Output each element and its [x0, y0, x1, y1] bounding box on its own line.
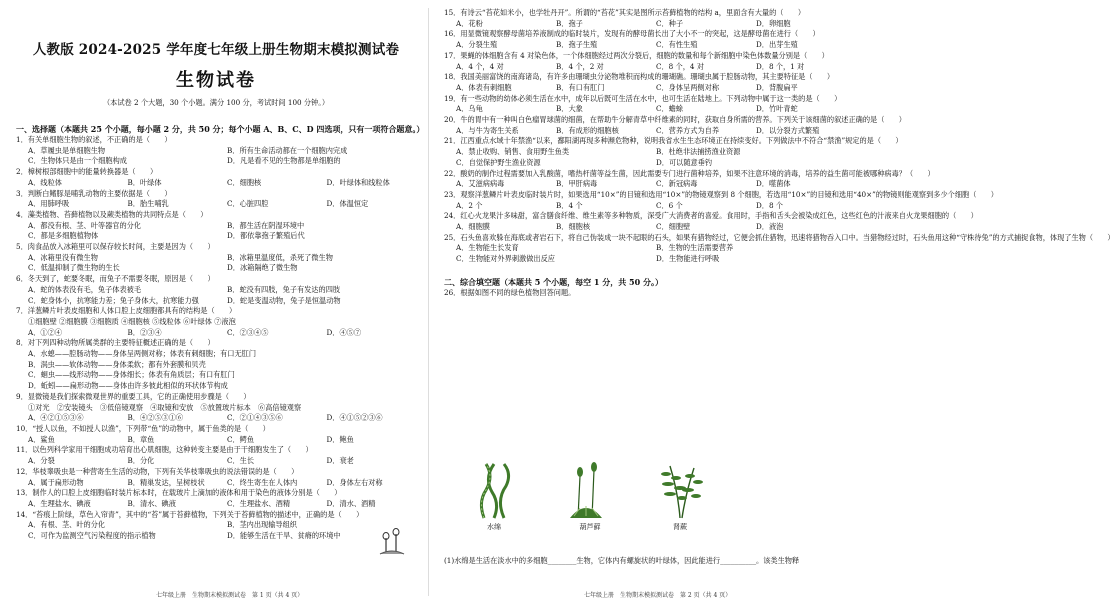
answer-option: B．④②⑤③①⑥ [127, 413, 184, 423]
answer-option: C．细胞核 [227, 177, 262, 187]
answer-option: C．蛔虫——线形动物——身体细长；体表有角质层；有口有肛门 [28, 370, 235, 380]
answer-option: A．与牛为寄生关系 [456, 125, 519, 135]
question-stem: 12．华枝睾吸虫是一种营寄生生活的动物，下列有关华枝睾吸虫的说法错误的是（ ） [16, 466, 299, 476]
exam-subtitle: 生物试卷 [176, 70, 256, 91]
question-options [16, 178, 426, 189]
answer-option: A．水螅——腔肠动物——身体呈两侧对称；体表有刺细胞；有口无肛门 [28, 349, 257, 359]
question-options [16, 435, 426, 446]
question-options [16, 403, 426, 414]
question-stem: 19．有一些动物的幼体必须生活在水中，成年以后既可生活在水中，也可生活在陆地上。下列动物中属于这一类的是（ ） [444, 93, 842, 103]
answer-option: C．鳄鱼 [227, 434, 255, 444]
answer-option: A．4 个，4 对 [456, 61, 504, 71]
question-options [16, 221, 426, 242]
answer-option: A．都没有根、茎、叶等器官的分化 [28, 220, 142, 230]
answer-option: B．有成形的细胞核 [556, 125, 619, 135]
question-stem: 17．果蝇的体细胞含有 4 对染色体，一个体细胞经过两次分裂后，细胞的数量和每个新细胞中染色体数量分别是（ ） [444, 50, 829, 60]
answer-option: D．蛇是变温动物，兔子是恒温动物 [227, 295, 341, 305]
answer-option: A．生物能生长发育 [456, 243, 519, 253]
question-stem: 20．牛的胃中有一种叫白色瘤胃球菌的细菌，在帮助牛分解青草中纤维素的同时，获取自身所需的营养。下列关于该细菌的叙述正确的是（ ） [444, 115, 906, 125]
answer-option: D．叶绿体和线粒体 [326, 177, 390, 187]
question-stem: 15．有诗云“苔花如米小，也学牡丹开”。所谓的“苔花”其实是图所示苔藓植物的结构 a，里面含有大量的（ ） [444, 8, 806, 17]
question-options [16, 413, 426, 424]
question-stem: 6．冬天到了，蛇要冬眠，而兔子不需要冬眠，原因是（ ） [16, 274, 215, 284]
question-stem: 2．樟树根部细胞中的能量转换器是（ ） [16, 167, 158, 177]
answer-option: D．衰老 [326, 456, 354, 466]
answer-option: C．低温抑制了微生物的生长 [28, 263, 120, 273]
question-options [444, 147, 856, 168]
answer-option: B．甲肝病毒 [556, 179, 598, 189]
answer-option: D．以分裂方式繁殖 [756, 125, 820, 135]
fern-illustration [650, 462, 710, 542]
question-options [444, 104, 856, 115]
answer-option: A．鲨鱼 [28, 434, 55, 444]
question-stem: 24．红心火龙果汁多味甜，富含膳食纤维、维生素等多种物质，深受广大消费者的喜爱。食用时，手指和舌头会被染成红色，这些红色的汁液来自火龙果细胞的（ ） [444, 211, 978, 221]
question-options [444, 62, 856, 73]
question-stem: 11．以色列科学家用干细胞成功培育出心肌细胞，这种转变主要是由于干细胞发生了（ ） [16, 445, 313, 455]
answer-option: C．8 个，4 对 [656, 61, 704, 71]
answer-option: C．6 个 [656, 200, 683, 210]
answer-option: B．涡虫——软体动物——身体柔软；都有外套膜和贝壳 [28, 359, 206, 369]
answer-option: D．体温恒定 [326, 199, 369, 209]
question-options [16, 499, 426, 510]
question-options [16, 285, 426, 306]
answer-option: A．2 个 [456, 200, 483, 210]
answer-option: C．身体呈两侧对称 [656, 82, 720, 92]
answer-option: D．④⑤⑦ [326, 327, 362, 337]
answer-option: B．茎内出现输导组织 [227, 520, 297, 530]
page-one-footer: 七年级上册 生物期末模拟测试卷 第 1 页（共 4 页） [156, 592, 304, 599]
section-one-heading: 一、选择题（本题共 25 个小题，每小题 2 分，共 50 分；每个小题 A、B、C、D 四选项，只有一项符合题意。） [16, 124, 425, 134]
answer-option: B．章鱼 [127, 434, 155, 444]
question-stem: 23．观察洋葱鳞片叶表皮临时装片时，如果选用“10×”的目镜和选用“10×”的物镜观察到 8 个细胞，若选用“10×”的目镜和选用“40×”的物镜则能观察到多少个细胞（ ） [444, 189, 998, 199]
plant-label-0: 水绵 [487, 523, 501, 531]
exam-title: 人教版 2024-2025 学年度七年级上册生物期末模拟测试卷 [32, 42, 400, 58]
question-options [16, 456, 426, 467]
answer-option: D．8 个，1 对 [756, 61, 805, 71]
answer-option: C．自觉保护野生渔业资源 [456, 157, 541, 167]
answer-option: C．种子 [656, 18, 684, 28]
answer-option: B．生物的生活需要营养 [656, 243, 734, 253]
question-options [16, 317, 426, 328]
answer-option: D．④①⑤②③⑥ [326, 413, 383, 423]
question-26: 26．根据如图不同的绿色植物回答问题。 [444, 287, 576, 297]
answer-option: A．用肺呼吸 [28, 199, 70, 209]
answer-option: A．生理盐水、碘液 [28, 498, 91, 508]
answer-option: D．清水、酒精 [326, 498, 376, 508]
answer-option: C．生物能对外界刺激做出反应 [456, 254, 555, 264]
answer-option: D．鲍鱼 [326, 434, 354, 444]
answer-option: A．艾滋病病毒 [456, 179, 505, 189]
answer-option: D．噬菌体 [756, 179, 791, 189]
column-divider [428, 8, 429, 596]
page-two [434, 0, 1115, 608]
answer-option: C．细胞壁 [656, 222, 691, 232]
answer-option: A．分裂生殖 [456, 40, 498, 50]
question-stem: 8．对下列四种动物所属类群的主要特征概述正确的是（ ） [16, 338, 215, 348]
answer-option: C．生物体只是由一个细胞构成 [28, 156, 127, 166]
question-stem: 5．肉食品放入冰箱里可以保存较长时间，主要是因为（ ） [16, 242, 215, 252]
question-stem: 21．江西重点水域十年禁渔“以来，鄱阳湖再现多种濒危物种，说明我省水生生态环境正在持续变好。下列做法中不符合“禁渔”规定的是（ ） [444, 136, 903, 146]
moss-illustration [378, 526, 406, 556]
answer-option: B．4 个，2 对 [556, 61, 604, 71]
answer-option: C．都是多细胞植物体 [28, 231, 99, 241]
left-question-list [16, 135, 426, 542]
answer-option: C．生理盐水、酒精 [227, 498, 291, 508]
answer-option: B．所有生命活动都在一个细胞内完成 [227, 145, 348, 155]
section-two-heading: 二、综合填空题（本题共 5 个小题，每空 1 分，共 50 分。） [444, 276, 663, 287]
answer-option: B．精巢发达，呈树枝状 [127, 477, 205, 487]
question-options [444, 83, 856, 94]
answer-option: A．体表有刺细胞 [456, 82, 512, 92]
answer-option: A．细胞膜 [456, 222, 490, 232]
question-options [444, 126, 856, 137]
answer-option: D．都依靠孢子繁殖后代 [227, 231, 305, 241]
answer-option: D．生物能进行呼吸 [656, 254, 720, 264]
answer-option: A．有根、茎、叶的分化 [28, 520, 106, 530]
answer-option: A．乌龟 [456, 104, 483, 114]
question-options [16, 520, 426, 541]
answer-option: B．清水、碘液 [127, 498, 176, 508]
answer-option: D．冰箱隔绝了微生物 [227, 263, 298, 273]
right-question-flow [444, 8, 1115, 299]
question-stem: 1．有关单细胞生物的叙述，不正确的是（ ） [16, 135, 172, 144]
answer-option: D．竹叶青蛇 [756, 104, 798, 114]
question-options [16, 253, 426, 274]
answer-option: B．分化 [127, 456, 155, 466]
question-stem: 18．我国美丽富饶的南海诸岛，有许多由珊瑚虫分泌物堆积而构成的珊瑚礁。珊瑚虫属于腔肠动物，其主要特征是（ ） [444, 72, 835, 82]
question-options [16, 478, 426, 489]
water-silk-illustration [470, 462, 530, 542]
answer-option: C．营养方式为自养 [656, 125, 720, 135]
answer-option: D．液泡 [756, 222, 784, 232]
answer-option: B．蛇没有四肢，兔子有发达的四肢 [227, 284, 341, 294]
question-options [16, 328, 426, 339]
answer-option: B．②③④ [127, 327, 162, 337]
question-options [444, 40, 856, 51]
answer-option: A．冰箱里没有微生物 [28, 252, 98, 262]
answer-option: C．蛇身体小，抗寒能力差；兔子身体大，抗寒能力强 [28, 295, 199, 305]
answer-option: ①对光 ②安装镜头 ③低倍镜观察 ④取镜和安放 ⑤放置玻片标本 ⑥高倍镜观察 [28, 402, 302, 412]
answer-option: C．终生寄生在人体内 [227, 477, 298, 487]
answer-option: A．草履虫是单细胞生物 [28, 145, 106, 155]
answer-option: C．有性生殖 [656, 40, 698, 50]
answer-option: A．①②④ [28, 327, 62, 337]
answer-option: D．蚯蚓——扁形动物——身体由许多彼此相似的环状体节构成 [28, 381, 228, 391]
question-stem: 4．藻类植物、苔藓植物以及蕨类植物的共同特点是（ ） [16, 209, 208, 219]
question-stem: 25．石头鱼喜欢躲在海底或者岩石下，将自己伪装成一块不起眼的石头，如果有猎物经过，它便会抓住猎物，迅速将猎物吞入口中。当猎物经过时，石头鱼用这种“守株待兔”的方式捕捉食物，体现了生物（ ） [444, 232, 1115, 242]
answer-option: A．蛇的体表没有毛，兔子体表被毛 [28, 284, 142, 294]
question-options [16, 199, 426, 210]
question-stem: 3．判断白鳍豚是哺乳动物的主要依据是（ ） [16, 188, 172, 198]
answer-option: B．叶绿体 [127, 177, 162, 187]
right-question-list [444, 8, 1115, 265]
question-options [444, 201, 856, 212]
plant-figure [470, 462, 730, 542]
answer-option: D．能够生活在干旱、贫瘠的环境中 [227, 531, 341, 541]
answer-option: B．孢子生殖 [556, 40, 598, 50]
question-options [444, 243, 856, 264]
answer-option: C．生长 [227, 456, 255, 466]
question-stem: 16．用显微镜观察酵母菌培养液制成的临时装片，发现有的酵母菌长出了大小不一的突起，这是酵母菌在进行（ ） [444, 29, 820, 39]
answer-option: C．可作为监测空气污染程度的指示植物 [28, 531, 156, 541]
answer-option: C．蟾蜍 [656, 104, 684, 114]
answer-option: A．禁止收购、销售、食用野生鱼类 [456, 147, 570, 157]
question-stem: 10．“授人以鱼，不如授人以渔”，下列带“鱼”的动物中，属于鱼类的是（ ） [16, 423, 270, 433]
answer-option: D．卵细胞 [756, 18, 791, 28]
answer-option: B．有口有肛门 [556, 82, 605, 92]
answer-option: D．8 个 [756, 200, 783, 210]
answer-option: A．线粒体 [28, 177, 62, 187]
question-options [16, 349, 426, 392]
question-stem: 22．酸奶的制作过程需要加入乳酸菌，嗜热杆菌等益生菌，因此需要专门进行菌种培养，如果不注意环境的消毒，培养的益生菌可能被哪种病毒？（ ） [444, 168, 935, 178]
answer-option: B．杜绝非法捕捞渔业资源 [656, 147, 741, 157]
moss-plant-illustration [560, 462, 620, 542]
answer-option: ①细胞壁 ②细胞膜 ③细胞质 ④细胞核 ⑤线粒体 ⑥叶绿体 ⑦液泡 [28, 316, 236, 326]
plant-label-1: 葫芦藓 [579, 523, 601, 531]
answer-option: A．花粉 [456, 18, 483, 28]
answer-option: B．胎生哺乳 [127, 199, 169, 209]
answer-option: D．身体左右对称 [326, 477, 383, 487]
answer-option: A．分裂 [28, 456, 55, 466]
left-question-flow [16, 124, 426, 542]
answer-option: A．属于扁形动物 [28, 477, 84, 487]
answer-option: A．④②①⑤③⑥ [28, 413, 84, 423]
page-two-footer: 七年级上册 生物期末模拟测试卷 第 2 页（共 4 页） [584, 592, 732, 599]
answer-option: C．②③④⑤ [227, 327, 269, 337]
question-options [444, 19, 856, 30]
question-options [16, 146, 426, 167]
plant-label-2: 肾蕨 [673, 523, 687, 531]
question-options [444, 179, 856, 190]
answer-option: B．4 个 [556, 200, 583, 210]
answer-option: B．都生活在阴湿环境中 [227, 220, 305, 230]
answer-option: B．冰箱里温度低，杀死了微生物 [227, 252, 333, 262]
answer-option: D．出芽生殖 [756, 40, 798, 50]
question-stem: 14．“苔痕上阶绿，草色入帘青”，其中的“苔”属于苔藓植物，下列关于苔藓植物的描述中，正确的是（ ） [16, 509, 364, 519]
answer-option: C．②①④③⑤⑥ [227, 413, 283, 423]
answer-option: B．孢子 [556, 18, 583, 28]
question-stem: 13．制作人的口腔上皮细胞临时装片标本时，在载玻片上滴加的液体和用于染色的液体分别是（ ） [16, 488, 342, 498]
page-one [6, 0, 424, 608]
answer-option: D．凡是看不见的生物都是单细胞的 [227, 156, 341, 166]
answer-option: B．大象 [556, 104, 583, 114]
question-stem: 7．洋葱鳞片叶表皮细胞和人体口腔上皮细胞都具有的结构是（ ） [16, 306, 237, 316]
question-stem: 9．显微镜是我们探索微观世界的重要工具，它的正确使用步骤是（ ） [16, 391, 251, 401]
answer-option: C．心脏四腔 [227, 199, 269, 209]
answer-option: D．可以随意垂钓 [656, 157, 713, 167]
answer-option: D．背腹扁平 [756, 82, 798, 92]
answer-option: C．新冠病毒 [656, 179, 698, 189]
question-options [444, 222, 856, 233]
question-26-part-1: (1)水绵是生活在淡水中的多细胞________生物，它体内有螺旋状的叶绿体，因此能进行__________。该类生物释 [444, 556, 800, 565]
exam-note: （本试卷 2 个大题，30 个小题。满分 100 分，考试时间 100 分钟。） [102, 98, 330, 107]
answer-option: B．细胞核 [556, 222, 591, 232]
